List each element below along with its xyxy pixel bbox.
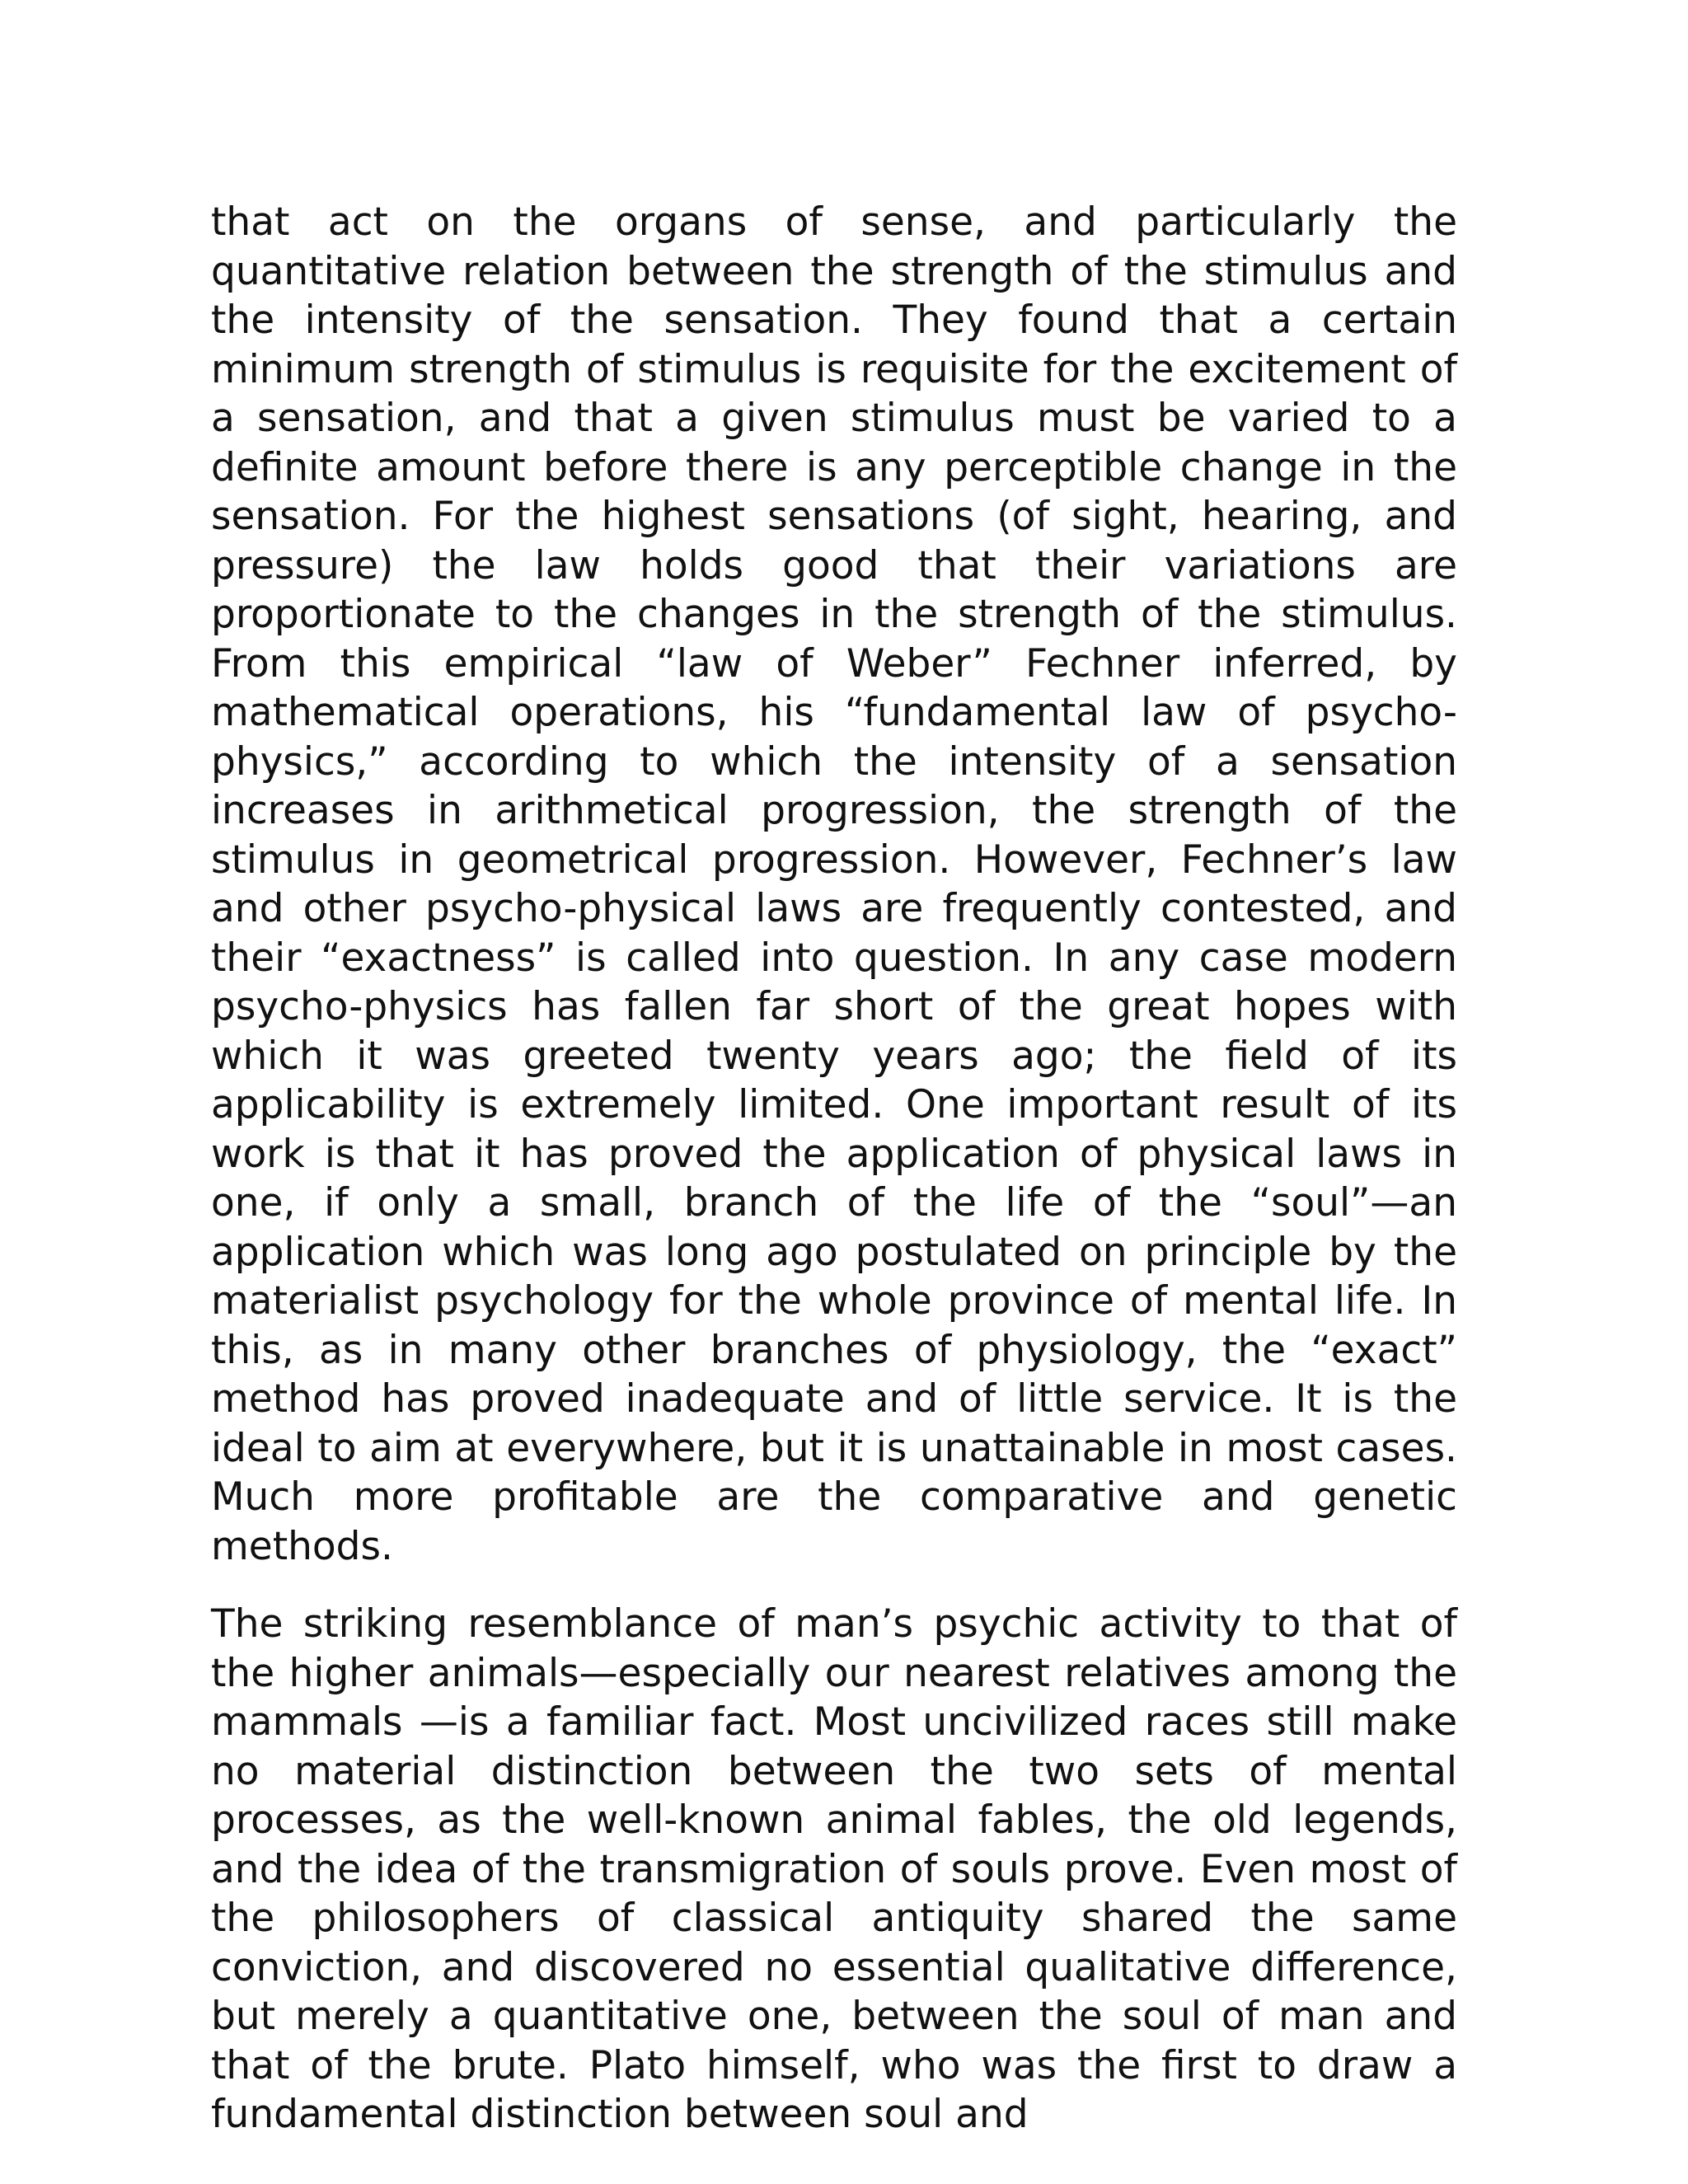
body-text xyxy=(211,198,1457,2139)
paragraph-psycho-physics: that act on the organs of sense, and particularly the quantitative relation between the strength of the stimulus and the intensity of the sensation. They found that a certain minimum strength of stimulus is requisite for the excitement of a sensation, and that a given stimulus must be varied to a definite amount before there is any perceptible change in the sensation. For the highest sensations (of sight, hearing, and pressure) the law holds good that their variations are proportionate to the changes in the strength of the stimulus. From this empirical “law of Weber” Fechner inferred, by mathematical operations, his “fundamental law of psycho-physics,” according to which the intensity of a sensation increases in arithmetical progression, the strength of the stimulus in geometrical progression. However, Fechner’s law and other psycho-physical laws are frequently contested, and their “exactness” is called into question. In any case modern psycho-physics has fallen far short of the great hopes with which it was greeted twenty years ago; the field of its applicability is extremely limited. One important result of its work is that it has proved the application of physical laws in one, if only a small, branch of the life of the “soul”—an application which was long ago postulated on principle by the materialist psychology for the whole province of mental life. In this, as in many other branches of physiology, the “exact” method has proved inadequate and of little service. It is the ideal to aim at everywhere, but it is unattainable in most cases. Much more profitable are the comparative and genetic methods. xyxy=(211,199,1457,1569)
paragraph-animal-psyche: The striking resemblance of man’s psychic activity to that of the higher animals—especially our nearest relatives among the mammals —is a familiar fact. Most uncivilized races still make no material distinction between the two sets of mental processes, as the well-known animal fables, the old legends, and the idea of the transmigration of souls prove. Even most of the philosophers of classical antiquity shared the same conviction, and discovered no essential qualitative difference, but merely a quantitative one, between the soul of man and that of the brute. Plato himself, who was the first to draw a fundamental distinction between soul and xyxy=(211,1601,1457,2137)
